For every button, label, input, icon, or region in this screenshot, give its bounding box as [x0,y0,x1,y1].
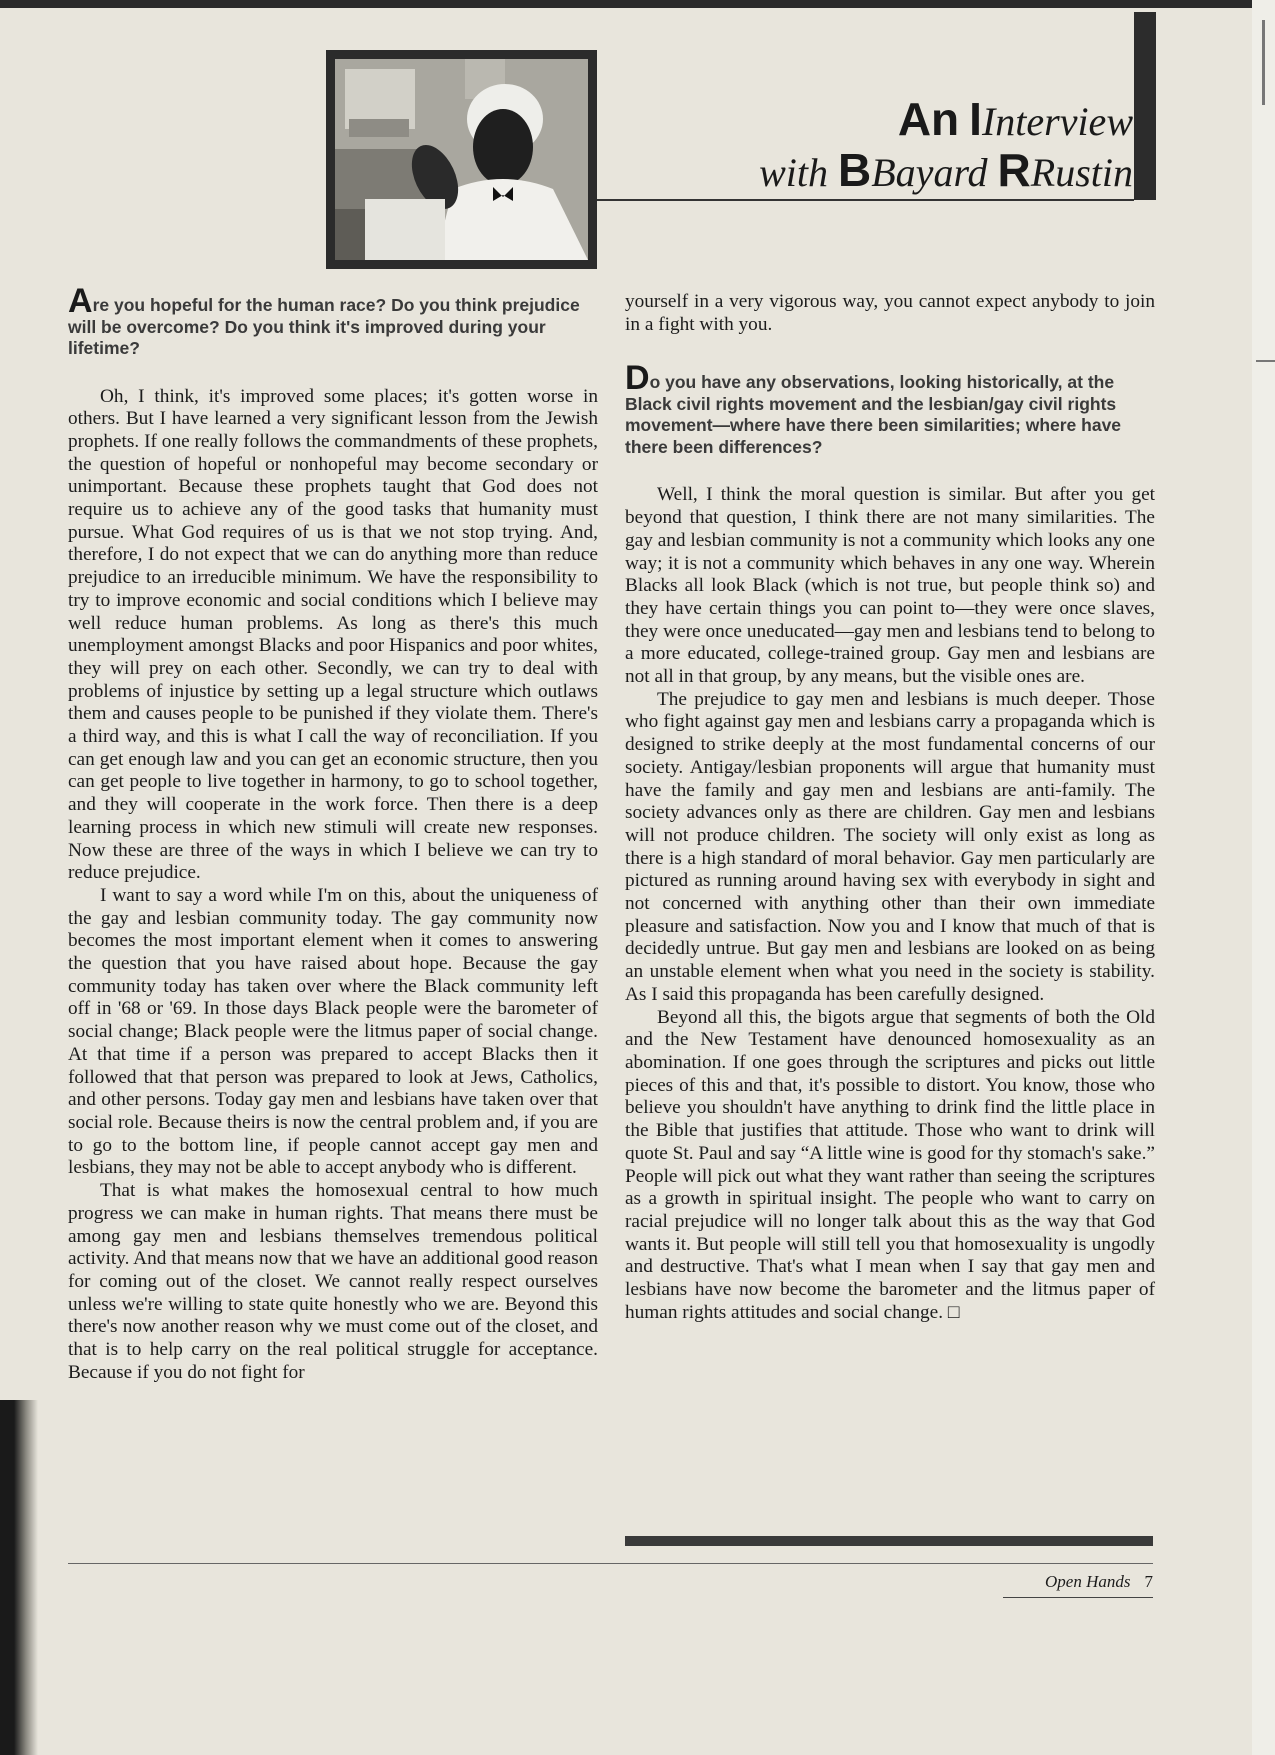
scan-right-edge [1252,0,1275,1755]
title-accent-bar [1134,12,1156,200]
page-number: 7 [1144,1572,1153,1591]
scan-top-edge [0,0,1275,8]
question-1: Are you hopeful for the human race? Do you think prejudice will be overcome? Do you think it's improved during your lifetime? [68,282,580,358]
left-column [68,282,598,1384]
margin-mark [1262,20,1265,105]
question-2: Do you have any observations, looking historically, at the Black civil rights movement and the lesbian/gay civil rights movement—where have there been similarities; where have there been differences? [625,359,1122,457]
answer-paragraph: That is what makes the homosexual central to how much progress we can make in human rights. That means there must be among gay men and lesbians themselves tremendous political activity. And that means now that we have an additional good reason for coming out of the closet. We cannot really respect ourselves unless we're willing to state quite honestly who we are. Beyond this there's now another reason why we must come out of the closet, and that is to help carry on the real political struggle for acceptance. Because if you do not fight for [68,1180,598,1383]
footer-rule [68,1563,1153,1564]
answer-paragraph: The prejudice to gay men and lesbians is much deeper. Those who fight against gay men and lesbians carry a propaganda which is designed to strike deeply at the most fundamental concerns of our society. Antigay/lesbian proponents will argue that humanity must have the family and gay men and lesbians are anti-family. The society advances only as there are children. Gay men and lesbians will not produce children. The society will only exist as long as there is a high standard of moral behavior. Gay men particularly are pictured as running around having sex with everybody in sight and not concerned with anything other than their own immediate pleasure and satisfaction. Now you and I know that much of that is decidedly untrue. But gay men and lesbians are looked on as being an unstable element when what you need in the society is stability. As I said this propaganda has been carefully designed. [625,688,1155,1005]
page-footer [1045,1572,1153,1592]
portrait-illustration [335,59,588,260]
footer-underline [1003,1597,1153,1598]
answer-paragraph-continued: yourself in a very vigorous way, you cannot expect anybody to join in a fight with you. [625,291,1155,335]
answer-paragraph: Beyond all this, the bigots argue that segments of both the Old and the New Testament have denounced homosexuality as an abomination. If one goes through the scriptures and picks out little pieces of this and that, it's possible to distort. You know, those who believe you shouldn't have anything to drink find the little place in the Bible that justifies that attitude. Those who want to drink will quote St. Paul and say “A little wine is good for thy stomach's sake.” People will pick out what they want rather than seeing the scriptures as a growth in spiritual insight. The people who want to carry on racial prejudice will no longer talk about this as the way that God wants it. But people will still tell you that homosexuality is ungodly and destructive. That's what I mean when I say that gay men and lesbians have now become the barometer and the litmus paper of human rights attitudes and social change. □ [625,1006,1155,1323]
answer-paragraph: Well, I think the moral question is similar. But after you get beyond that question, I think there are not many similarities. The gay and lesbian community is not a community which looks any one way; it is not a community which behaves in any one way. Wherein Blacks all look Black (which is not true, but people think so) and they have certain things you can point to—they were once slaves, they were once uneducated—gay men and lesbians tend to belong to a more educated, college-trained group. Gay men and lesbians are not all in that group, by any means, but the visible ones are. [625,484,1155,688]
margin-mark [1256,360,1275,362]
title-rule [597,199,1134,201]
answer-paragraph: I want to say a word while I'm on this, about the uniqueness of the gay and lesbian community today. The gay community now becomes the most important element when it comes to answering the question that you have raised about hope. Because the gay community today has taken over where the Black community left off in '68 or '69. In those days Black people were the barometer of social change; Black people were the litmus paper of social change. At that time if a person was prepared to accept Blacks then it followed that that person was prepared to look at Jews, Catholics, and other persons. Today gay men and lesbians have taken over that social role. Because theirs is now the central problem and, if you are to go to the bottom line, if people cannot accept gay men and lesbians, they may not be able to accept anybody who is different. [68,884,598,1179]
article-end-rule [625,1536,1153,1546]
portrait-photo [326,50,597,269]
article-title: An IInterview with BBayard RRustin [759,93,1133,196]
answer-paragraph: Oh, I think, it's improved some places; it's gotten worse in others. But I have learned a very significant lesson from the Jewish prophets. If one really follows the commandments of these prophets, the question of hopeful or nonhopeful may become secondary or unimportant. Because these prophets taught that God does not require us to achieve any of the good tasks that humanity must pursue. What God requires of us is that we not stop trying. And, therefore, I do not expect that we can do anything more than reduce prejudice to an irreducible minimum. We have the responsibility to try to improve economic and social conditions which I believe may well reduce human problems. As long as there's this much unemployment amongst Blacks and poor Hispanics and poor whites, they will prey on each other. Secondly, we can try to deal with problems of injustice by setting up a legal structure which outlaws them and causes people to be punished if they violate them. There's a third way, and this is what I call the way of reconciliation. If you can get enough law and you can get an economic structure, then you can get people to live together in harmony, to go to school together, and they will cooperate in the work force. Then there is a deep learning process in which new stimuli will create new responses. Now these are three of the ways in which I believe we can try to reduce prejudice. [68,385,598,884]
scan-binding-shadow [0,1400,38,1755]
publication-name: Open Hands [1045,1572,1131,1591]
right-column [625,291,1155,1324]
